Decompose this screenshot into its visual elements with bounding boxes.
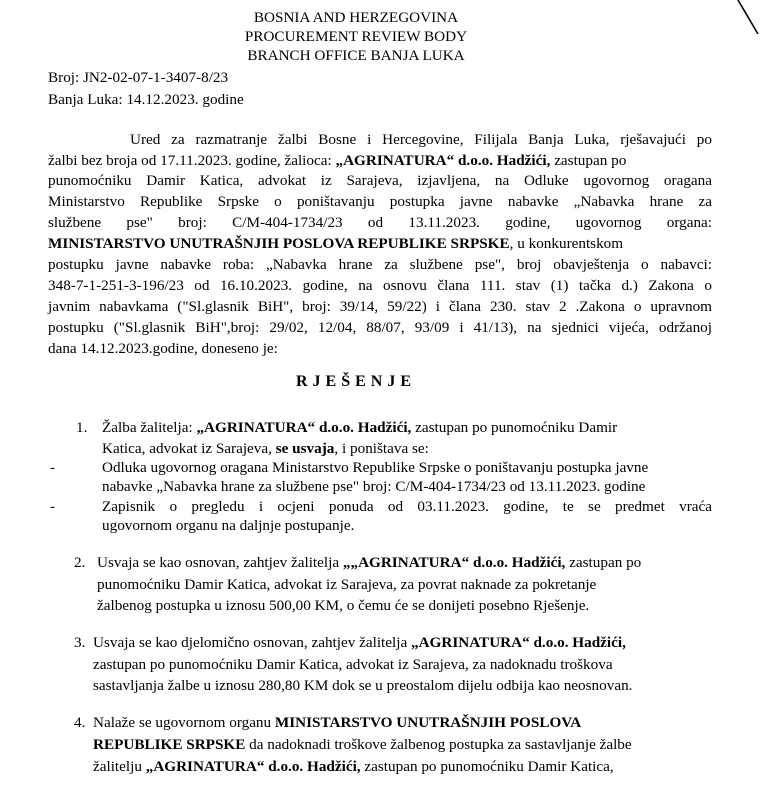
intro-line-7: postupku javne nabavke roba: „Nabavka hrane za službene pse", broj obavještenja o nabavci: — [48, 256, 712, 273]
intro-line-8: 348-7-1-251-3-196/23 od 16.10.2023. godine, na osnovu člana 111. stav (1) tačka d.) Zakona o — [48, 277, 712, 294]
contracting-authority: MINISTARSTVO UNUTRAŠNJIH POSLOVA REPUBLIKE SRPSKE — [48, 235, 510, 252]
item-text: Katica, advokat iz Sarajeva, — [102, 440, 276, 457]
item-4-number: 4. — [74, 714, 86, 731]
item-3-line-3: sastavljanja žalbe u iznosu 280,80 KM dok se u preostalom dijelu odbija kao neosnovan. — [93, 677, 633, 694]
header-office: BRANCH OFFICE BANJA LUKA — [247, 47, 465, 64]
bullet-dash: - — [50, 459, 56, 476]
corner-line-mark — [736, 0, 760, 34]
item-2-line-2: punomoćniku Damir Katica, advokat iz Sarajeva, za povrat naknade za pokretanje — [97, 576, 597, 593]
header-body: PROCUREMENT REVIEW BODY — [244, 28, 468, 45]
decision-title: RJEŠENJE — [295, 373, 417, 390]
item-1-number: 1. — [76, 419, 88, 436]
item-text: Žalba žalitelja: — [102, 419, 197, 436]
intro-text: žalbi bez broja od 17.11.2023. godine, žalioca: — [48, 152, 336, 169]
decision-verdict: se usvaja — [275, 440, 335, 457]
intro-line-5: službene pse" broj: C/M-404-1734/23 od 13.11.2023. godine, ugovornog organa: — [48, 214, 712, 231]
intro-line-6 — [48, 234, 623, 253]
item-3-number: 3. — [74, 634, 86, 651]
item-2-number: 2. — [74, 554, 86, 571]
item-4-line-3 — [93, 757, 614, 776]
item-1-sub-1-line-2: nabavke „Nabavka hrane za službene pse" broj: C/M-404-1734/23 od 13.11.2023. godine — [102, 478, 646, 495]
item-3-line-2: zastupan po punomoćniku Damir Katica, advokat iz Sarajeva, za nadoknadu troškova — [93, 656, 613, 673]
appellant-name: „AGRINATURA“ d.o.o. Hadžići, — [335, 152, 551, 169]
appellant-name: „AGRINATURA“ d.o.o. Hadžići, — [411, 634, 626, 651]
header-country: BOSNIA AND HERZEGOVINA — [253, 9, 459, 26]
intro-line-1: Ured za razmatranje žalbi Bosne i Hercegovine, Filijala Banja Luka, rješavajući po — [130, 131, 712, 148]
intro-line-10: postupku ("Sl.glasnik BiH",broj: 29/02, 12/04, 88/07, 93/09 i 41/13), na sjednici vijeća, održanoj — [48, 319, 712, 336]
item-3-line-1 — [93, 633, 626, 652]
item-text: žalitelju — [93, 758, 146, 775]
item-4-line-1 — [93, 713, 581, 732]
item-text: zastupan po — [565, 554, 642, 571]
appellant-name: „„AGRINATURA“ d.o.o. Hadžići, — [342, 554, 566, 571]
intro-line-2 — [48, 151, 626, 170]
item-1-line-1 — [102, 418, 617, 437]
item-1-sub-2-line-2: ugovornom organu na daljnje postupanje. — [102, 517, 355, 534]
item-text: , i poništava se: — [334, 440, 429, 457]
intro-line-4: Ministarstvo Republike Srpske o poništavanju postupka javne nabavke „Nabavka hrane za — [48, 193, 712, 210]
intro-line-3: punomoćniku Damir Katica, advokat iz Sarajeva, izjavljena, na Odluke ugovornog oragana — [48, 172, 712, 189]
bullet-dash: - — [50, 498, 56, 515]
item-text: zastupan po punomoćniku Damir — [411, 419, 618, 436]
intro-text: zastupan po — [550, 152, 627, 169]
appellant-name: „AGRINATURA“ d.o.o. Hadžići, — [145, 758, 361, 775]
item-1-sub-1-line-1: Odluka ugovornog oragana Ministarstvo Republike Srpske o poništavanju postupka javne — [102, 459, 649, 476]
contracting-authority: REPUBLIKE SRPSKE — [93, 736, 246, 753]
item-text: Usvaja se kao osnovan, zahtjev žalitelja — [97, 554, 343, 571]
item-1-sub-2-line-1: Zapisnik o pregledu i ocjeni ponuda od 03.11.2023. godine, te se predmet vraća — [102, 498, 712, 515]
item-4-line-2 — [93, 735, 632, 754]
intro-line-11: dana 14.12.2023.godine, doneseno je: — [48, 340, 278, 357]
item-2-line-1 — [97, 553, 641, 572]
appellant-name: „AGRINATURA“ d.o.o. Hadžići, — [196, 419, 412, 436]
place-date: Banja Luka: 14.12.2023. godine — [48, 91, 244, 108]
intro-text: , u konkurentskom — [509, 235, 624, 252]
item-text: Usvaja se kao djelomično osnovan, zahtjev žalitelja — [93, 634, 411, 651]
case-number: Broj: JN2-02-07-1-3407-8/23 — [48, 69, 229, 86]
item-1-line-2 — [102, 439, 429, 458]
intro-line-9: javnim nabavkama ("Sl.glasnik BiH", broj: 39/14, 59/22) i člana 230. stav 2 .Zakona o upravnom — [48, 298, 712, 315]
contracting-authority: MINISTARSTVO UNUTRAŠNJIH POSLOVA — [274, 714, 582, 731]
item-2-line-3: žalbenog postupka u iznosu 500,00 KM, o čemu će se donijeti posebno Rješenje. — [97, 597, 590, 614]
item-text: zastupan po punomoćniku Damir Katica, — [360, 758, 614, 775]
item-text: da nadoknadi troškove žalbenog postupka za sastavljanje žalbe — [245, 736, 632, 753]
item-text: Nalaže se ugovornom organu — [93, 714, 275, 731]
